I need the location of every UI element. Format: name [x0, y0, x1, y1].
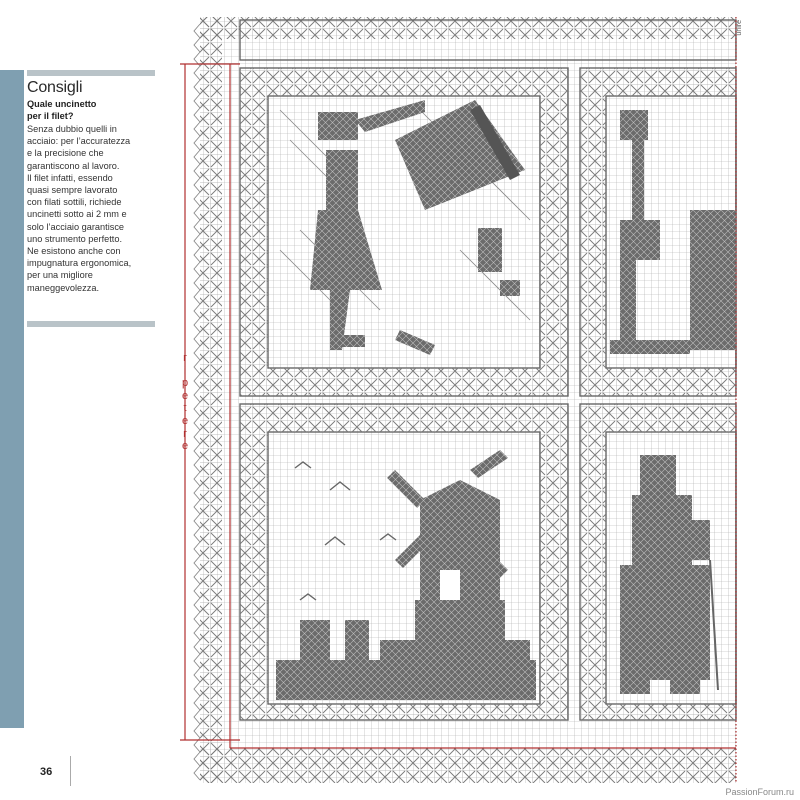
tips-question-line: per il filet? — [27, 111, 74, 121]
scallop — [194, 248, 200, 262]
border-band-left — [200, 17, 222, 783]
tips-body-line: solo l’acciaio garantisce — [27, 221, 125, 232]
scallop — [194, 234, 200, 248]
scallop — [194, 220, 200, 234]
scallop — [194, 654, 200, 668]
tips-body-line: per una migliore — [27, 270, 93, 281]
scallop — [194, 136, 200, 150]
band — [580, 404, 736, 432]
tips-body-line: Il filet infatti, essendo — [27, 172, 113, 183]
scallop — [194, 696, 200, 710]
watermark: PassionForum.ru — [725, 787, 794, 797]
border-band-bottom — [200, 748, 736, 783]
band — [240, 96, 268, 368]
scallop — [194, 584, 200, 598]
tips-body-line: Senza dubbio quelli in — [27, 124, 117, 134]
scallop — [194, 668, 200, 682]
scallop — [194, 318, 200, 332]
tips-body-line: impugnatura ergonomica, — [27, 258, 132, 269]
tips-body-line: Ne esistono anche con — [27, 246, 121, 257]
scallop — [194, 346, 200, 360]
tips-body-line: quasi sempre lavorato — [27, 185, 118, 196]
scallop — [194, 612, 200, 626]
scallop — [194, 682, 200, 696]
scallop — [194, 514, 200, 528]
band — [580, 368, 736, 396]
repeat-label-letter: t — [183, 402, 187, 415]
scallop — [194, 724, 200, 738]
scallop — [194, 150, 200, 164]
scallop — [194, 262, 200, 276]
scallop — [194, 178, 200, 192]
scallop — [194, 752, 200, 766]
scallop — [194, 430, 200, 444]
band — [580, 68, 736, 96]
repeat-label-letter: p — [181, 377, 189, 390]
scallop — [194, 570, 200, 584]
repeat-label-letter: r — [183, 352, 187, 364]
scallop — [194, 556, 200, 570]
tips-body-line: uno strumento perfetto. — [27, 233, 122, 244]
scallop — [194, 542, 200, 556]
scallop — [194, 402, 200, 416]
scallop — [194, 304, 200, 318]
band — [240, 432, 268, 704]
scallop — [194, 24, 200, 38]
join-label: unire — [736, 20, 743, 36]
tips-body-line: maneggevolezza. — [27, 282, 100, 293]
scallop — [194, 388, 200, 402]
band — [240, 704, 568, 720]
scallop — [194, 500, 200, 514]
page-number: 36 — [40, 766, 53, 778]
scalloped-edge — [194, 24, 200, 780]
scallop — [194, 626, 200, 640]
tips-body-line: garantiscono al lavoro. — [27, 160, 120, 171]
scallop — [194, 416, 200, 430]
tips-question-line: Quale uncinetto — [27, 99, 97, 109]
scallop — [194, 38, 200, 52]
scallop — [194, 164, 200, 178]
tips-body-line: uncinetti sotto ai 2 mm e — [27, 209, 127, 220]
scallop — [194, 192, 200, 206]
band — [580, 704, 736, 720]
band — [580, 432, 606, 704]
scallop — [194, 122, 200, 136]
band — [540, 96, 568, 368]
scallop — [194, 66, 200, 80]
tips-title: Consigli — [27, 79, 83, 96]
scallop — [194, 472, 200, 486]
scallop — [194, 332, 200, 346]
scallop — [194, 640, 200, 654]
repeat-label-letter: r — [183, 427, 187, 440]
band — [240, 404, 568, 432]
scallop — [194, 80, 200, 94]
band — [240, 368, 568, 396]
scallop — [194, 710, 200, 724]
scallop — [194, 444, 200, 458]
repeat-label — [178, 352, 192, 453]
band — [240, 68, 568, 96]
scallop — [194, 598, 200, 612]
tips-body-line: con filati sottili, richiede — [27, 197, 122, 208]
scallop — [194, 374, 200, 388]
repeat-label-letter: e — [181, 389, 189, 402]
band — [580, 96, 606, 368]
repeat-label-letter: e — [181, 414, 189, 427]
repeat-label-letter: e — [181, 440, 189, 453]
scallop — [194, 206, 200, 220]
scallop — [194, 766, 200, 780]
scallop — [194, 290, 200, 304]
tips-body-line: e la precisione che — [27, 148, 104, 159]
scallop — [194, 360, 200, 374]
scallop — [194, 108, 200, 122]
scallop — [194, 94, 200, 108]
scallop — [194, 458, 200, 472]
repeat-label-letter: i — [183, 364, 187, 377]
scallop — [194, 276, 200, 290]
band — [540, 432, 568, 704]
tips-body-line: acciaio: per l’accuratezza — [27, 136, 131, 147]
scallop — [194, 528, 200, 542]
scallop — [194, 486, 200, 500]
